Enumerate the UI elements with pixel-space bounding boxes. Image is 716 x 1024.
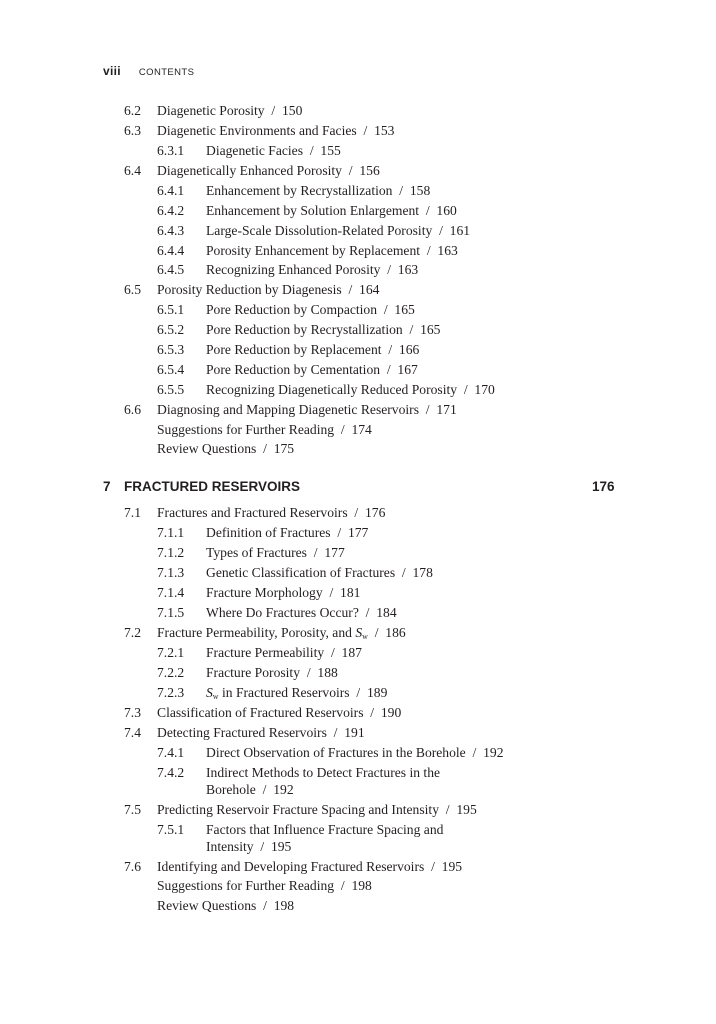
toc-section-number: 7.5 xyxy=(124,802,141,817)
toc-title: Fractures and Fractured Reservoirs xyxy=(157,505,348,520)
toc-title: Suggestions for Further Reading xyxy=(157,422,335,437)
toc-title: Porosity Reduction by Diagenesis xyxy=(157,282,342,297)
separator-slash: / xyxy=(363,123,368,138)
toc-page: 181 xyxy=(340,585,361,600)
toc-section-number: 7.2 xyxy=(124,625,141,640)
toc-title-line xyxy=(206,545,345,561)
toc-title-line xyxy=(157,705,401,721)
toc-title: Review Questions xyxy=(157,898,257,913)
separator-slash: / xyxy=(431,859,435,874)
toc-section-number: 6.5.4 xyxy=(157,362,185,377)
separator-slash: / xyxy=(426,243,431,258)
toc-page: 155 xyxy=(320,143,341,158)
toc-title: Pore Reduction by Cementation xyxy=(206,362,381,377)
separator-slash: / xyxy=(329,585,334,600)
toc-title-line xyxy=(206,302,415,318)
toc-title-line xyxy=(206,565,433,581)
toc-title: Diagenetically Enhanced Porosity xyxy=(157,163,342,178)
separator-slash: / xyxy=(333,725,338,740)
toc-title-line xyxy=(206,665,338,681)
separator-slash: / xyxy=(340,878,345,893)
toc-page: 186 xyxy=(385,625,406,640)
toc-section-number: 7.1.5 xyxy=(157,605,185,620)
toc-title-line xyxy=(206,685,387,701)
toc-title: Pore Reduction by Replacement xyxy=(206,342,382,357)
chapter-page: 176 xyxy=(592,479,615,494)
toc-title-line xyxy=(206,382,495,398)
toc-title-line xyxy=(157,878,372,894)
toc-page: 165 xyxy=(394,302,415,317)
toc-page: 177 xyxy=(324,545,345,560)
toc-title: Fracture Permeability xyxy=(206,645,325,660)
toc-title: Indirect Methods to Detect Fractures in the xyxy=(206,765,441,780)
toc-page: 192 xyxy=(483,745,504,760)
separator-slash: / xyxy=(263,441,267,456)
toc-page: 187 xyxy=(341,645,362,660)
toc-page: 174 xyxy=(351,422,372,437)
separator-slash: / xyxy=(370,705,375,720)
separator-slash: / xyxy=(306,665,311,680)
toc-title-line xyxy=(157,103,302,119)
sw-symbol: S xyxy=(206,685,213,700)
toc-section-number: 7.1.3 xyxy=(157,565,185,580)
toc-page: 167 xyxy=(397,362,418,377)
toc-section-number: 6.3.1 xyxy=(157,143,185,158)
toc-title-line xyxy=(206,183,430,199)
toc-page: 176 xyxy=(365,505,386,520)
toc-title: in Fractured Reservoirs xyxy=(221,685,350,700)
toc-page: 164 xyxy=(359,282,380,297)
separator-slash: / xyxy=(262,782,267,797)
separator-slash: / xyxy=(425,402,430,417)
toc-section-number: 7.2.1 xyxy=(157,645,185,660)
toc-page: 184 xyxy=(376,605,397,620)
toc-title-line xyxy=(157,725,365,741)
separator-slash: / xyxy=(374,625,379,640)
toc-title-line xyxy=(206,362,418,378)
toc-page: 166 xyxy=(398,342,420,357)
toc-title: Recognizing Enhanced Porosity xyxy=(206,262,381,277)
toc-section-number: 6.2 xyxy=(124,103,141,118)
toc-title: Fracture Morphology xyxy=(206,585,323,600)
sw-subscript: w xyxy=(362,632,368,641)
toc-section-number: 6.5.5 xyxy=(157,382,185,397)
toc-title-line xyxy=(157,859,462,875)
toc-section-number: 6.5 xyxy=(124,282,141,297)
toc-section-number: 7.3 xyxy=(124,705,141,720)
separator-slash: / xyxy=(271,103,276,118)
separator-slash: / xyxy=(472,745,477,760)
toc-title-continuation: Intensity xyxy=(206,839,254,854)
toc-title-line xyxy=(206,839,291,855)
toc-page: 160 xyxy=(436,203,457,218)
separator-slash: / xyxy=(463,382,468,397)
toc-title-line xyxy=(206,342,419,358)
toc-title-line xyxy=(206,765,440,781)
separator-slash: / xyxy=(439,223,443,238)
toc-title-line xyxy=(206,203,457,219)
separator-slash: / xyxy=(383,302,388,317)
toc-title-continuation: Borehole xyxy=(206,782,256,797)
toc-title: Fracture Permeability, Porosity, and xyxy=(157,625,352,640)
toc-title-line xyxy=(206,745,503,761)
toc-title: Diagenetic Porosity xyxy=(157,103,265,118)
separator-slash: / xyxy=(425,203,430,218)
toc-title-line xyxy=(157,163,380,179)
toc-page: 175 xyxy=(273,441,295,456)
toc-page: 171 xyxy=(436,402,457,417)
toc-title: Enhancement by Recrystallization xyxy=(206,183,393,198)
toc-title: Diagenetic Facies xyxy=(206,143,304,158)
toc-title: Factors that Influence Fracture Spacing and xyxy=(206,822,444,837)
toc-page: 189 xyxy=(366,685,388,700)
toc-title: Genetic Classification of Fractures xyxy=(206,565,396,580)
chapter-number: 7 xyxy=(103,479,111,494)
separator-slash: / xyxy=(388,342,393,357)
toc-section-number: 6.5.2 xyxy=(157,322,185,337)
sw-subscript: w xyxy=(212,692,219,701)
toc-page: 188 xyxy=(317,665,338,680)
toc-title-line xyxy=(157,441,294,457)
toc-title-line xyxy=(206,645,362,661)
toc-page: 163 xyxy=(397,262,419,277)
toc-title-line xyxy=(206,585,360,601)
toc-title-line xyxy=(206,243,458,259)
toc-title: Recognizing Diagenetically Reduced Porosity xyxy=(206,382,458,397)
toc-page: 195 xyxy=(270,839,292,854)
toc-title-line xyxy=(206,143,341,159)
toc-title: Predicting Reservoir Fracture Spacing and Intensity xyxy=(157,802,439,817)
separator-slash: / xyxy=(387,262,391,277)
toc-section-number: 7.1.2 xyxy=(157,545,185,560)
toc-page: 170 xyxy=(474,382,495,397)
toc-section-number: 7.1.4 xyxy=(157,585,185,600)
toc-page: 163 xyxy=(437,243,458,258)
toc-section-number: 7.2.3 xyxy=(157,685,185,700)
toc-title-line xyxy=(206,525,368,541)
toc-section-number: 6.5.3 xyxy=(157,342,185,357)
toc-title: Types of Fractures xyxy=(206,545,307,560)
separator-slash: / xyxy=(445,802,450,817)
toc-title-line xyxy=(206,822,443,838)
toc-section-number: 6.4 xyxy=(124,163,141,178)
toc-section-number: 7.4.1 xyxy=(157,745,185,760)
separator-slash: / xyxy=(399,183,404,198)
toc-title-line xyxy=(157,282,379,298)
toc-title: Direct Observation of Fractures in the Borehole xyxy=(206,745,466,760)
toc-title: Detecting Fractured Reservoirs xyxy=(157,725,327,740)
running-title: CONTENTS xyxy=(138,67,195,78)
toc-title: Classification of Fractured Reservoirs xyxy=(157,705,364,720)
toc-section-number: 7.1.1 xyxy=(157,525,185,540)
toc-section-number: 7.6 xyxy=(124,859,141,874)
toc-page: 198 xyxy=(273,898,295,913)
toc-section-number: 6.3 xyxy=(124,123,141,138)
toc-page: 165 xyxy=(420,322,441,337)
toc-title: Fracture Porosity xyxy=(206,665,301,680)
toc-title-line xyxy=(157,402,457,418)
separator-slash: / xyxy=(340,422,345,437)
toc-title-line xyxy=(206,223,470,239)
running-header xyxy=(103,62,194,80)
toc-title: Identifying and Developing Fractured Reservoirs xyxy=(157,859,425,874)
toc-section-number: 7.4 xyxy=(124,725,141,740)
separator-slash: / xyxy=(263,898,267,913)
toc-section-number: 6.5.1 xyxy=(157,302,185,317)
chapter-title: FRACTURED RESERVOIRS xyxy=(124,479,301,494)
toc-title: Where Do Fractures Occur? xyxy=(206,605,359,620)
toc-page: 178 xyxy=(412,565,433,580)
toc-title: Diagenetic Environments and Facies xyxy=(157,123,357,138)
toc-title-line xyxy=(157,123,394,139)
toc-page: 150 xyxy=(281,103,303,118)
toc-title-line xyxy=(157,898,294,914)
toc-section-number: 7.4.2 xyxy=(157,765,185,780)
toc-title-line xyxy=(206,782,294,798)
page-number: viii xyxy=(103,64,121,78)
toc-title-line xyxy=(157,422,372,438)
separator-slash: / xyxy=(309,143,314,158)
toc-title-line xyxy=(206,605,397,621)
sw-symbol: S xyxy=(355,625,363,640)
toc-title-line xyxy=(157,505,385,521)
toc-title-line xyxy=(206,262,418,278)
toc-page: 161 xyxy=(449,223,471,238)
separator-slash: / xyxy=(348,282,353,297)
toc-section-number: 6.4.1 xyxy=(157,183,185,198)
separator-slash: / xyxy=(386,362,391,377)
toc-page: 153 xyxy=(374,123,395,138)
toc-title: Review Questions xyxy=(157,441,257,456)
separator-slash: / xyxy=(330,645,335,660)
toc-section-number: 6.4.2 xyxy=(157,203,185,218)
separator-slash: / xyxy=(409,322,414,337)
toc-title: Definition of Fractures xyxy=(206,525,331,540)
toc-page: 156 xyxy=(359,163,380,178)
toc-page: 195 xyxy=(456,802,477,817)
separator-slash: / xyxy=(348,163,353,178)
separator-slash: / xyxy=(260,839,265,854)
toc-section-number: 6.4.5 xyxy=(157,262,185,277)
toc-title-line xyxy=(206,322,440,338)
toc-title: Pore Reduction by Recrystallization xyxy=(206,322,403,337)
toc-title-line xyxy=(157,625,406,641)
separator-slash: / xyxy=(401,565,406,580)
toc-title: Pore Reduction by Compaction xyxy=(206,302,378,317)
separator-slash: / xyxy=(337,525,342,540)
toc-page: 158 xyxy=(409,183,431,198)
toc-page: 192 xyxy=(273,782,294,797)
toc-title: Large-Scale Dissolution-Related Porosity xyxy=(206,223,433,238)
toc-section-number: 6.6 xyxy=(124,402,141,417)
separator-slash: / xyxy=(313,545,318,560)
toc-section-number: 7.5.1 xyxy=(157,822,185,837)
toc-title-line xyxy=(157,802,477,818)
toc-title: Diagnosing and Mapping Diagenetic Reservoirs xyxy=(157,402,419,417)
toc-section-number: 6.4.4 xyxy=(157,243,185,258)
toc-page: 198 xyxy=(351,878,372,893)
toc-title: Porosity Enhancement by Replacement xyxy=(206,243,421,258)
toc-page: 177 xyxy=(347,525,369,540)
separator-slash: / xyxy=(354,505,359,520)
separator-slash: / xyxy=(365,605,370,620)
toc-page: 191 xyxy=(344,725,365,740)
toc-title: Enhancement by Solution Enlargement xyxy=(206,203,420,218)
toc-section-number: 7.1 xyxy=(124,505,141,520)
toc-page: 195 xyxy=(441,859,463,874)
toc-title: Suggestions for Further Reading xyxy=(157,878,335,893)
separator-slash: / xyxy=(356,685,361,700)
toc-section-number: 7.2.2 xyxy=(157,665,185,680)
toc-page: 190 xyxy=(380,705,402,720)
toc-section-number: 6.4.3 xyxy=(157,223,185,238)
